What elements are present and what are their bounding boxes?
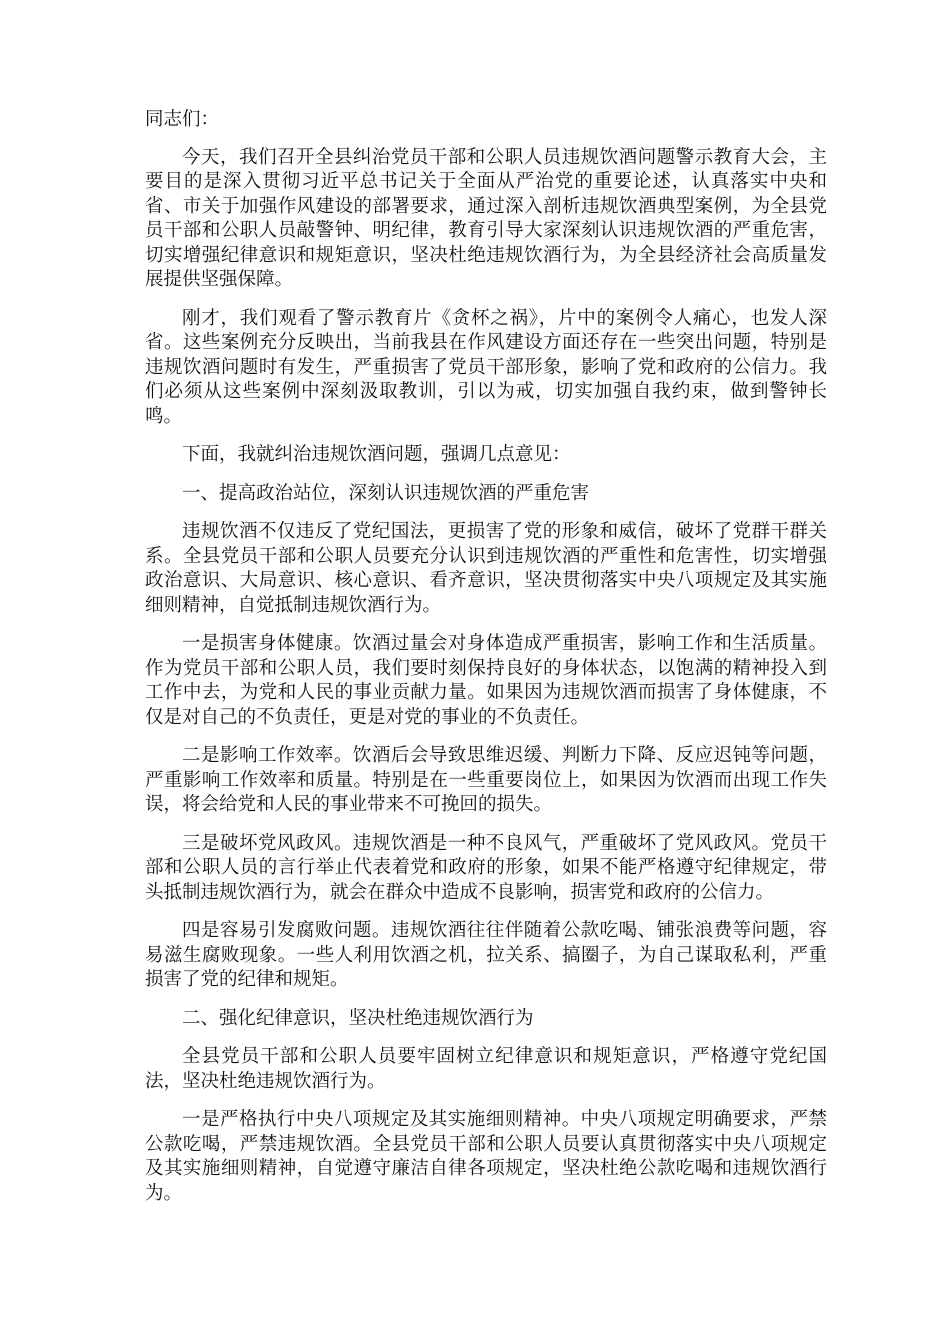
document-body — [145, 108, 827, 1220]
paragraph: 全县党员干部和公职人员要牢固树立纪律意识和规矩意识，严格遵守党纪国法，坚决杜绝违规饮酒行为。 — [145, 1046, 827, 1092]
paragraph: 下面，我就纠治违规饮酒问题，强调几点意见： — [182, 444, 571, 465]
paragraph: 一是严格执行中央八项规定及其实施细则精神。中央八项规定明确要求，严禁公款吃喝，严禁违规饮酒。全县党员干部和公职人员要认真贯彻落实中央八项规定及其实施细则精神，自觉遵守廉洁自律各项规定，坚决杜绝公款吃喝和违规饮酒行为。 — [145, 1109, 827, 1204]
paragraph: 违规饮酒不仅违反了党纪国法，更损害了党的形象和威信，破坏了党群干群关系。全县党员干部和公职人员要充分认识到违规饮酒的严重性和危害性，切实增强政治意识、大局意识、核心意识、看齐意识，坚决贯彻落实中央八项规定及其实施细则精神，自觉抵制违规饮酒行为。 — [145, 521, 827, 616]
paragraph: 一是损害身体健康。饮酒过量会对身体造成严重损害，影响工作和生活质量。作为党员干部和公职人员，我们要时刻保持良好的身体状态，以饱满的精神投入到工作中去，为党和人民的事业贡献力量。如果因为违规饮酒而损害了身体健康，不仅是对自己的不负责任，更是对党的事业的不负责任。 — [145, 633, 827, 728]
paragraph: 二是影响工作效率。饮酒后会导致思维迟缓、判断力下降、反应迟钝等问题，严重影响工作效率和质量。特别是在一些重要岗位上，如果因为饮酒而出现工作失误，将会给党和人民的事业带来不可挽回的损失。 — [145, 745, 827, 815]
salutation: 同志们： — [145, 109, 220, 130]
paragraph: 今天，我们召开全县纠治党员干部和公职人员违规饮酒问题警示教育大会，主要目的是深入贯彻习近平总书记关于全面从严治党的重要论述，认真落实中央和省、市关于加强作风建设的部署要求，通过深入剖析违规饮酒典型案例，为全县党员干部和公职人员敲警钟、明纪律，教育引导大家深刻认识违规饮酒的严重危害，切实增强纪律意识和规矩意识，坚决杜绝违规饮酒行为，为全县经济社会高质量发展提供坚强保障。 — [145, 146, 827, 290]
section-heading: 一、提高政治站位，深刻认识违规饮酒的严重危害 — [182, 482, 590, 504]
paragraph: 刚才，我们观看了警示教育片《贪杯之祸》，片中的案例令人痛心，也发人深省。这些案例充分反映出，当前我县在作风建设方面还存在一些突出问题，特别是违规饮酒问题时有发生，严重损害了党员干部形象，影响了党和政府的公信力。我们必须从这些案例中深刻汲取教训，引以为戒，切实加强自我约束，做到警钟长鸣。 — [145, 307, 827, 427]
paragraph: 四是容易引发腐败问题。违规饮酒往往伴随着公款吃喝、铺张浪费等问题，容易滋生腐败现象。一些人利用饮酒之机，拉关系、搞圈子，为自己谋取私利，严重损害了党的纪律和规矩。 — [145, 920, 827, 990]
section-heading: 二、强化纪律意识，坚决杜绝违规饮酒行为 — [182, 1007, 534, 1029]
paragraph: 三是破坏党风政风。违规饮酒是一种不良风气，严重破坏了党风政风。党员干部和公职人员的言行举止代表着党和政府的形象，如果不能严格遵守纪律规定，带头抵制违规饮酒行为，就会在群众中造成不良影响，损害党和政府的公信力。 — [145, 832, 827, 903]
